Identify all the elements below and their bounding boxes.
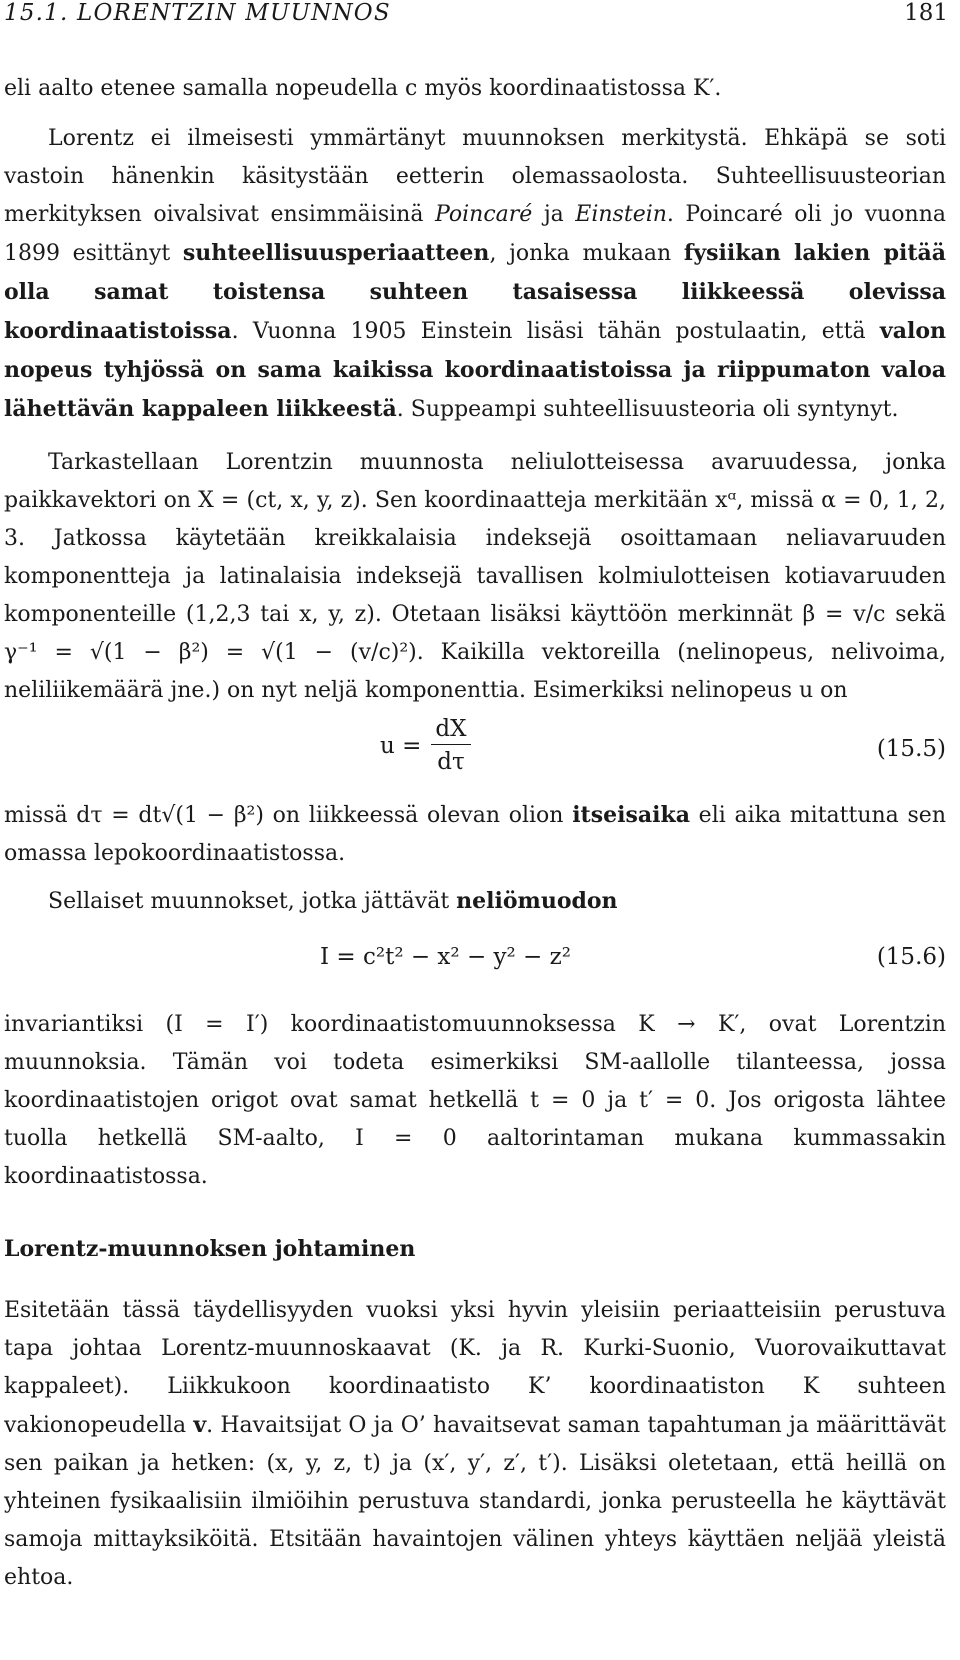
fraction	[431, 716, 470, 775]
bold-term: suhteellisuusperiaatteen	[182, 240, 490, 266]
paragraph-4: missä dτ = dt√(1 − β²) on liikkeessä olevan olion itseisaika eli aika mitattuna sen omassa lepokoordinaatistossa.	[4, 802, 946, 866]
paragraph-3: Tarkastellaan Lorentzin muunnosta neliulotteisessa avaruudessa, jonka paikkavektori on X = (ct, x, y, z). Sen koordinaatteja merkitään xᵅ, missä α = 0, 1, 2, 3. Jatkossa käytetään kreikkalaisia indeksejä osoittamaan neliavaruuden komponentteja ja latinalaisia indeksejä tavallisen kolmiulotteisen kotiavaruuden komponenteille (1,2,3 tai x, y, z). Otetaan lisäksi käyttöön merkinnät β = v/c sekä γ⁻¹ = √(1 − β²) = √(1 − (v/c)²). Kaikilla vektoreilla (nelinopeus, nelivoima, neliliikemäärä jne.) on nyt neljä komponenttia. Esimerkiksi nelinopeus u on	[4, 450, 946, 703]
section-heading: Lorentz-muunnoksen johtaminen	[4, 1236, 416, 1262]
paragraph-7: Esitetään tässä täydellisyyden vuoksi yksi hyvin yleisiin periaatteisiin perustuva tapa johtaa Lorentz-muunnoskaavat (K. ja R. Kurki-Suonio, Vuorovaikuttavat kappaleet). Liikkukoon koordinaatisto K’ koordinaatiston K suhteen vakionopeudella v. Havaitsijat O ja O’ havaitsevat saman tapahtuman ja määrittävät sen paikan ja hetken: (x, y, z, t) ja (x′, y′, z′, t′). Lisäksi oletetaan, että heillä on yhteinen fysikaalisiin ilmiöihin perustuva standardi, jonka perusteella he käyttävät samoja mittayksiköitä. Etsitään havaintojen välinen yhteys käyttäen neljää yleistä ehtoa.	[4, 1298, 946, 1590]
equation-15-6	[4, 940, 946, 984]
equation-number: (15.5)	[876, 736, 946, 762]
equation-lhs: u =	[380, 732, 422, 759]
bold-vector: v	[193, 1412, 207, 1438]
chapter-title: 15.1. LORENTZIN MUUNNOS	[4, 0, 391, 26]
equation-15-5	[4, 712, 946, 792]
paragraph-1: eli aalto etenee samalla nopeudella c myös koordinaatistossa K′.	[4, 76, 722, 101]
fraction-numerator: dX	[431, 716, 470, 745]
paragraph-6: invariantiksi (I = I′) koordinaatistomuunnoksessa K → K′, ovat Lorentzin muunnoksia. Tämän voi todeta esimerkiksi SM-aallolle tilanteessa, jossa koordinaatistojen origot ovat samat hetkellä t = 0 ja t′ = 0. Jos origosta lähtee tuolla hetkellä SM-aalto, I = 0 aaltorintaman mukana kummassakin koordinaatistossa.	[4, 1012, 946, 1189]
paragraph-2: Lorentz ei ilmeisesti ymmärtänyt muunnoksen merkitystä. Ehkäpä se soti vastoin hänenkin käsitystään eetterin olemassaolosta. Suhteellisuusteorian merkityksen oivalsivat ensimmäisinä Poincaré ja Einstein. Poincaré oli jo vuonna 1899 esittänyt suhteellisuusperiaatteen, jonka mukaan fysiikan lakien pitää olla samat toistensa suhteen tasaisessa liikkeessä olevissa koordinaatistoissa. Vuonna 1905 Einstein lisäsi tähän postulaatin, että valon nopeus tyhjössä on sama kaikissa koordinaatistoissa ja riippumaton valoa lähettävän kappaleen liikkeestä. Suppeampi suhteellisuusteoria oli syntynyt.	[4, 126, 946, 422]
bold-term: itseisaika	[572, 802, 690, 828]
equation-number: (15.6)	[876, 944, 946, 970]
page-number: 181	[904, 0, 948, 26]
einstein-name: Einstein	[575, 202, 667, 227]
bold-term: neliömuodon	[456, 888, 618, 914]
fraction-denominator: dτ	[437, 749, 465, 775]
paragraph-5: Sellaiset muunnokset, jotka jättävät neliömuodon	[48, 888, 618, 914]
bold-statement: valon nopeus tyhjössä on sama kaikissa koordinaatistoissa ja riippumaton valoa lähettävän kappaleen liikkeestä	[4, 318, 946, 422]
equation-expression: I = c²t² − x² − y² − z²	[320, 944, 571, 970]
poincare-name: Poincaré	[434, 202, 533, 227]
bold-statement: fysiikan lakien pitää olla samat toistensa suhteen tasaisessa liikkeessä olevissa koordinaatistoissa	[4, 240, 946, 344]
